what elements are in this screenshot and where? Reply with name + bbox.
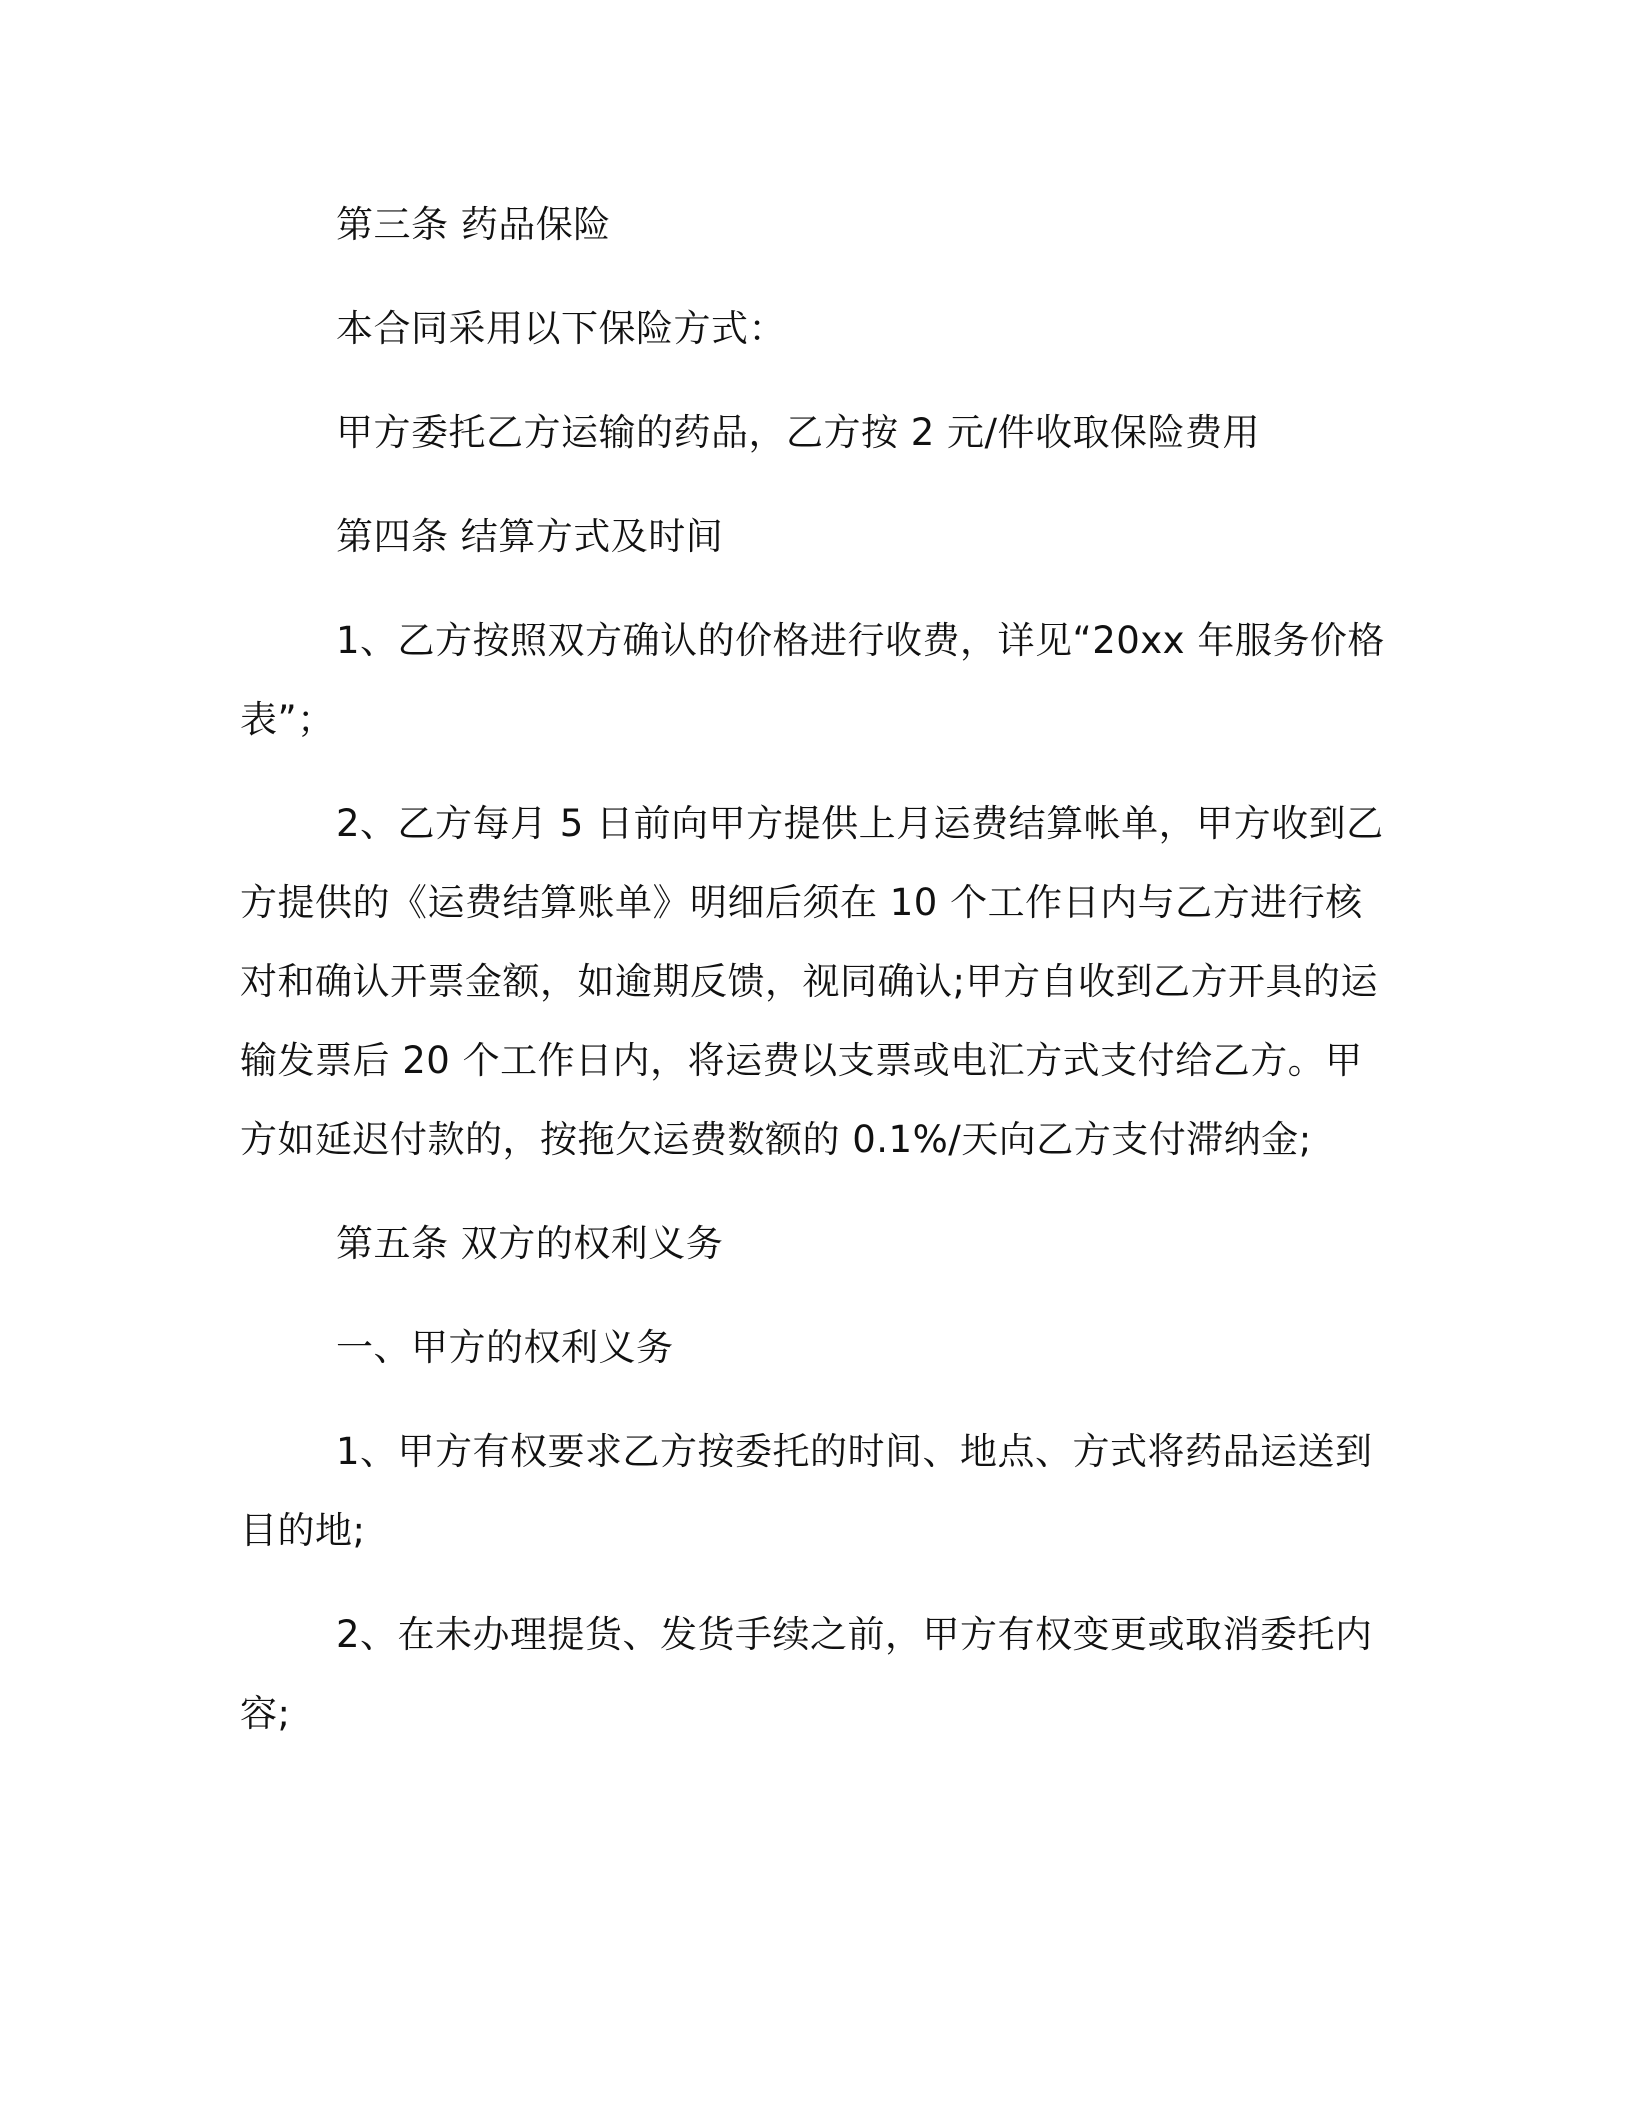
settlement-clause-2: 2、乙方每月 5 日前向甲方提供上月运费结算帐单，甲方收到乙方提供的《运费结算账单》明细后须在 10 个工作日内与乙方进行核对和确认开票金额，如逾期反馈，视同确认;甲方自收到乙方开具的运输发票后 20 个工作日内，将运费以支票或电汇方式支付给乙方。甲方如延迟付款的，按拖欠运费数额的 0.1%/天向乙方支付滞纳金; xyxy=(240,802,1384,1161)
insurance-method-intro: 本合同采用以下保险方式： xyxy=(336,307,786,350)
insurance-fee-clause: 甲方委托乙方运输的药品，乙方按 2 元/件收取保险费用 xyxy=(336,411,1261,454)
party-a-right-1: 1、甲方有权要求乙方按委托的时间、地点、方式将药品运送到目的地; xyxy=(240,1430,1373,1552)
article-4-heading: 第四条 结算方式及时间 xyxy=(336,515,724,558)
settlement-clause-1: 1、乙方按照双方确认的价格进行收费，详见“20xx 年服务价格表”； xyxy=(240,619,1385,741)
document-body xyxy=(240,185,1390,1778)
party-a-right-2: 2、在未办理提货、发货手续之前，甲方有权变更或取消委托内容; xyxy=(240,1613,1373,1735)
article-3-heading: 第三条 药品保险 xyxy=(336,203,611,246)
party-a-rights-heading: 一、甲方的权利义务 xyxy=(336,1326,674,1369)
article-5-heading: 第五条 双方的权利义务 xyxy=(336,1222,724,1265)
